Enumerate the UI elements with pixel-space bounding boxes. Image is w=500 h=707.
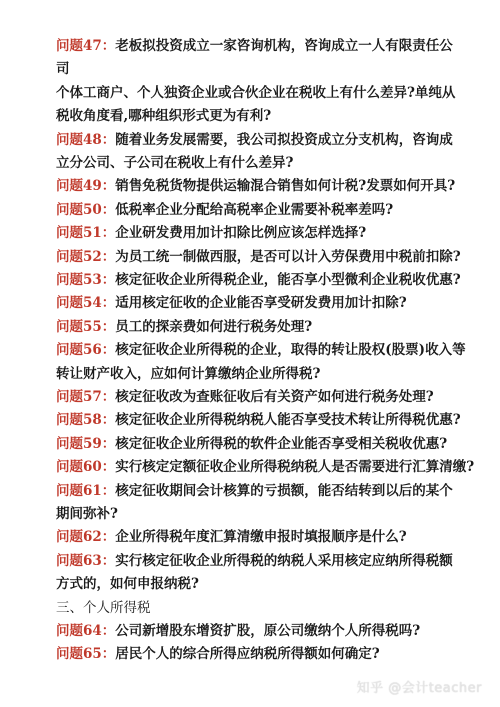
question-line xyxy=(56,504,476,524)
question-line xyxy=(56,317,476,337)
question-text: 核定征收企业所得税纳税人能否享受技术转让所得税优惠? xyxy=(115,412,461,429)
question-line xyxy=(56,527,476,547)
question-line xyxy=(56,200,476,220)
question-line xyxy=(56,130,476,150)
question-line xyxy=(56,270,476,290)
question-line xyxy=(56,59,476,79)
question-line xyxy=(56,106,476,126)
question-line xyxy=(56,574,476,594)
question-text: 司 xyxy=(56,61,70,78)
question-line xyxy=(56,410,476,430)
question-text: 随着业务发展需要，我公司拟投资成立分支机构，咨询成 xyxy=(115,131,453,148)
question-text: 实行核定定额征收企业所得税纳税人是否需要进行汇算清缴? xyxy=(115,459,475,476)
question-text: 核定征收企业所得税的企业，取得的转让股权(股票)收入等 xyxy=(115,342,466,359)
question-line xyxy=(56,481,476,501)
question-text: 为员工统一制做西服，是否可以计入劳保费用中税前扣除? xyxy=(115,248,461,265)
question-line xyxy=(56,293,476,313)
watermark: 知乎 @会计teacher xyxy=(356,681,482,696)
question-number: 问题55： xyxy=(56,318,116,335)
question-line xyxy=(56,644,476,664)
question-line xyxy=(56,551,476,571)
question-number: 问题56： xyxy=(56,342,116,359)
question-text: 核定征收企业所得税的软件企业能否享受相关税收优惠? xyxy=(115,435,448,452)
question-line xyxy=(56,153,476,173)
question-line xyxy=(56,364,476,384)
section-heading-text: 三、个人所得税 xyxy=(56,599,151,616)
question-text: 企业研发费用加计扣除比例应该怎样选择? xyxy=(115,225,367,242)
question-number: 问题58： xyxy=(56,412,116,429)
question-text: 税收角度看,哪种组织形式更为有利? xyxy=(56,108,272,125)
question-number: 问题63： xyxy=(56,552,116,569)
question-number: 问题48： xyxy=(56,131,116,148)
question-text: 低税率企业分配给高税率企业需要补税率差吗? xyxy=(115,201,394,218)
question-line xyxy=(56,340,476,360)
question-text: 员工的探亲费如何进行税务处理? xyxy=(115,318,313,335)
question-number: 问题64： xyxy=(56,623,116,639)
question-line xyxy=(56,457,476,477)
question-text: 企业所得税年度汇算清缴申报时填报顺序是什么? xyxy=(115,529,407,546)
question-line xyxy=(56,83,476,103)
question-number: 问题62： xyxy=(56,529,116,546)
question-text: 实行核定征收企业所得税的纳税人采用核定应纳所得税额 xyxy=(115,552,453,569)
section-heading xyxy=(56,598,476,618)
question-number: 问题57： xyxy=(56,389,116,405)
question-text: 居民个人的综合所得应纳税所得额如何确定? xyxy=(115,646,380,663)
question-text: 期间弥补? xyxy=(56,506,118,522)
question-line xyxy=(56,176,476,196)
question-line xyxy=(56,223,476,243)
question-number: 问题49： xyxy=(56,178,116,195)
question-text: 老板拟投资成立一家咨询机构，咨询成立一人有限责任公 xyxy=(115,38,453,54)
question-text: 立分公司、子公司在税收上有什么差异? xyxy=(56,155,294,171)
question-text: 公司新增股东增资扩股，原公司缴纳个人所得税吗? xyxy=(115,623,421,639)
question-number: 问题65： xyxy=(56,646,116,663)
question-number: 问题59： xyxy=(56,435,116,452)
question-number: 问题51： xyxy=(56,225,116,242)
question-line xyxy=(56,434,476,454)
question-text: 核定征收企业所得税企业，能否享小型微利企业税收优惠? xyxy=(115,272,461,288)
question-text: 转让财产收入，应如何计算缴纳企业所得税? xyxy=(56,365,321,382)
question-text: 个体工商户、个人独资企业或合伙企业在税收上有什么差异?单纯从 xyxy=(56,84,456,101)
question-text: 方式的，如何申报纳税? xyxy=(56,576,199,593)
question-text: 核定征收期间会计核算的亏损额，能否结转到以后的某个 xyxy=(115,482,453,499)
question-text: 核定征收改为查账征收后有关资产如何进行税务处理? xyxy=(115,389,434,405)
question-number: 问题53： xyxy=(56,272,116,288)
question-number: 问题52： xyxy=(56,248,116,265)
question-text: 适用核定征收的企业能否享受研发费用加计扣除? xyxy=(115,295,407,312)
question-number: 问题54： xyxy=(56,295,116,312)
question-line xyxy=(56,387,476,407)
question-number: 问题50： xyxy=(56,201,116,218)
question-text: 销售免税货物提供运输混合销售如何计税?发票如何开具? xyxy=(115,178,456,195)
question-number: 问题61： xyxy=(56,482,116,499)
question-line xyxy=(56,247,476,267)
question-line xyxy=(56,36,476,56)
question-line xyxy=(56,621,476,641)
question-number: 问题47： xyxy=(56,38,116,54)
question-number: 问题60： xyxy=(56,459,116,476)
